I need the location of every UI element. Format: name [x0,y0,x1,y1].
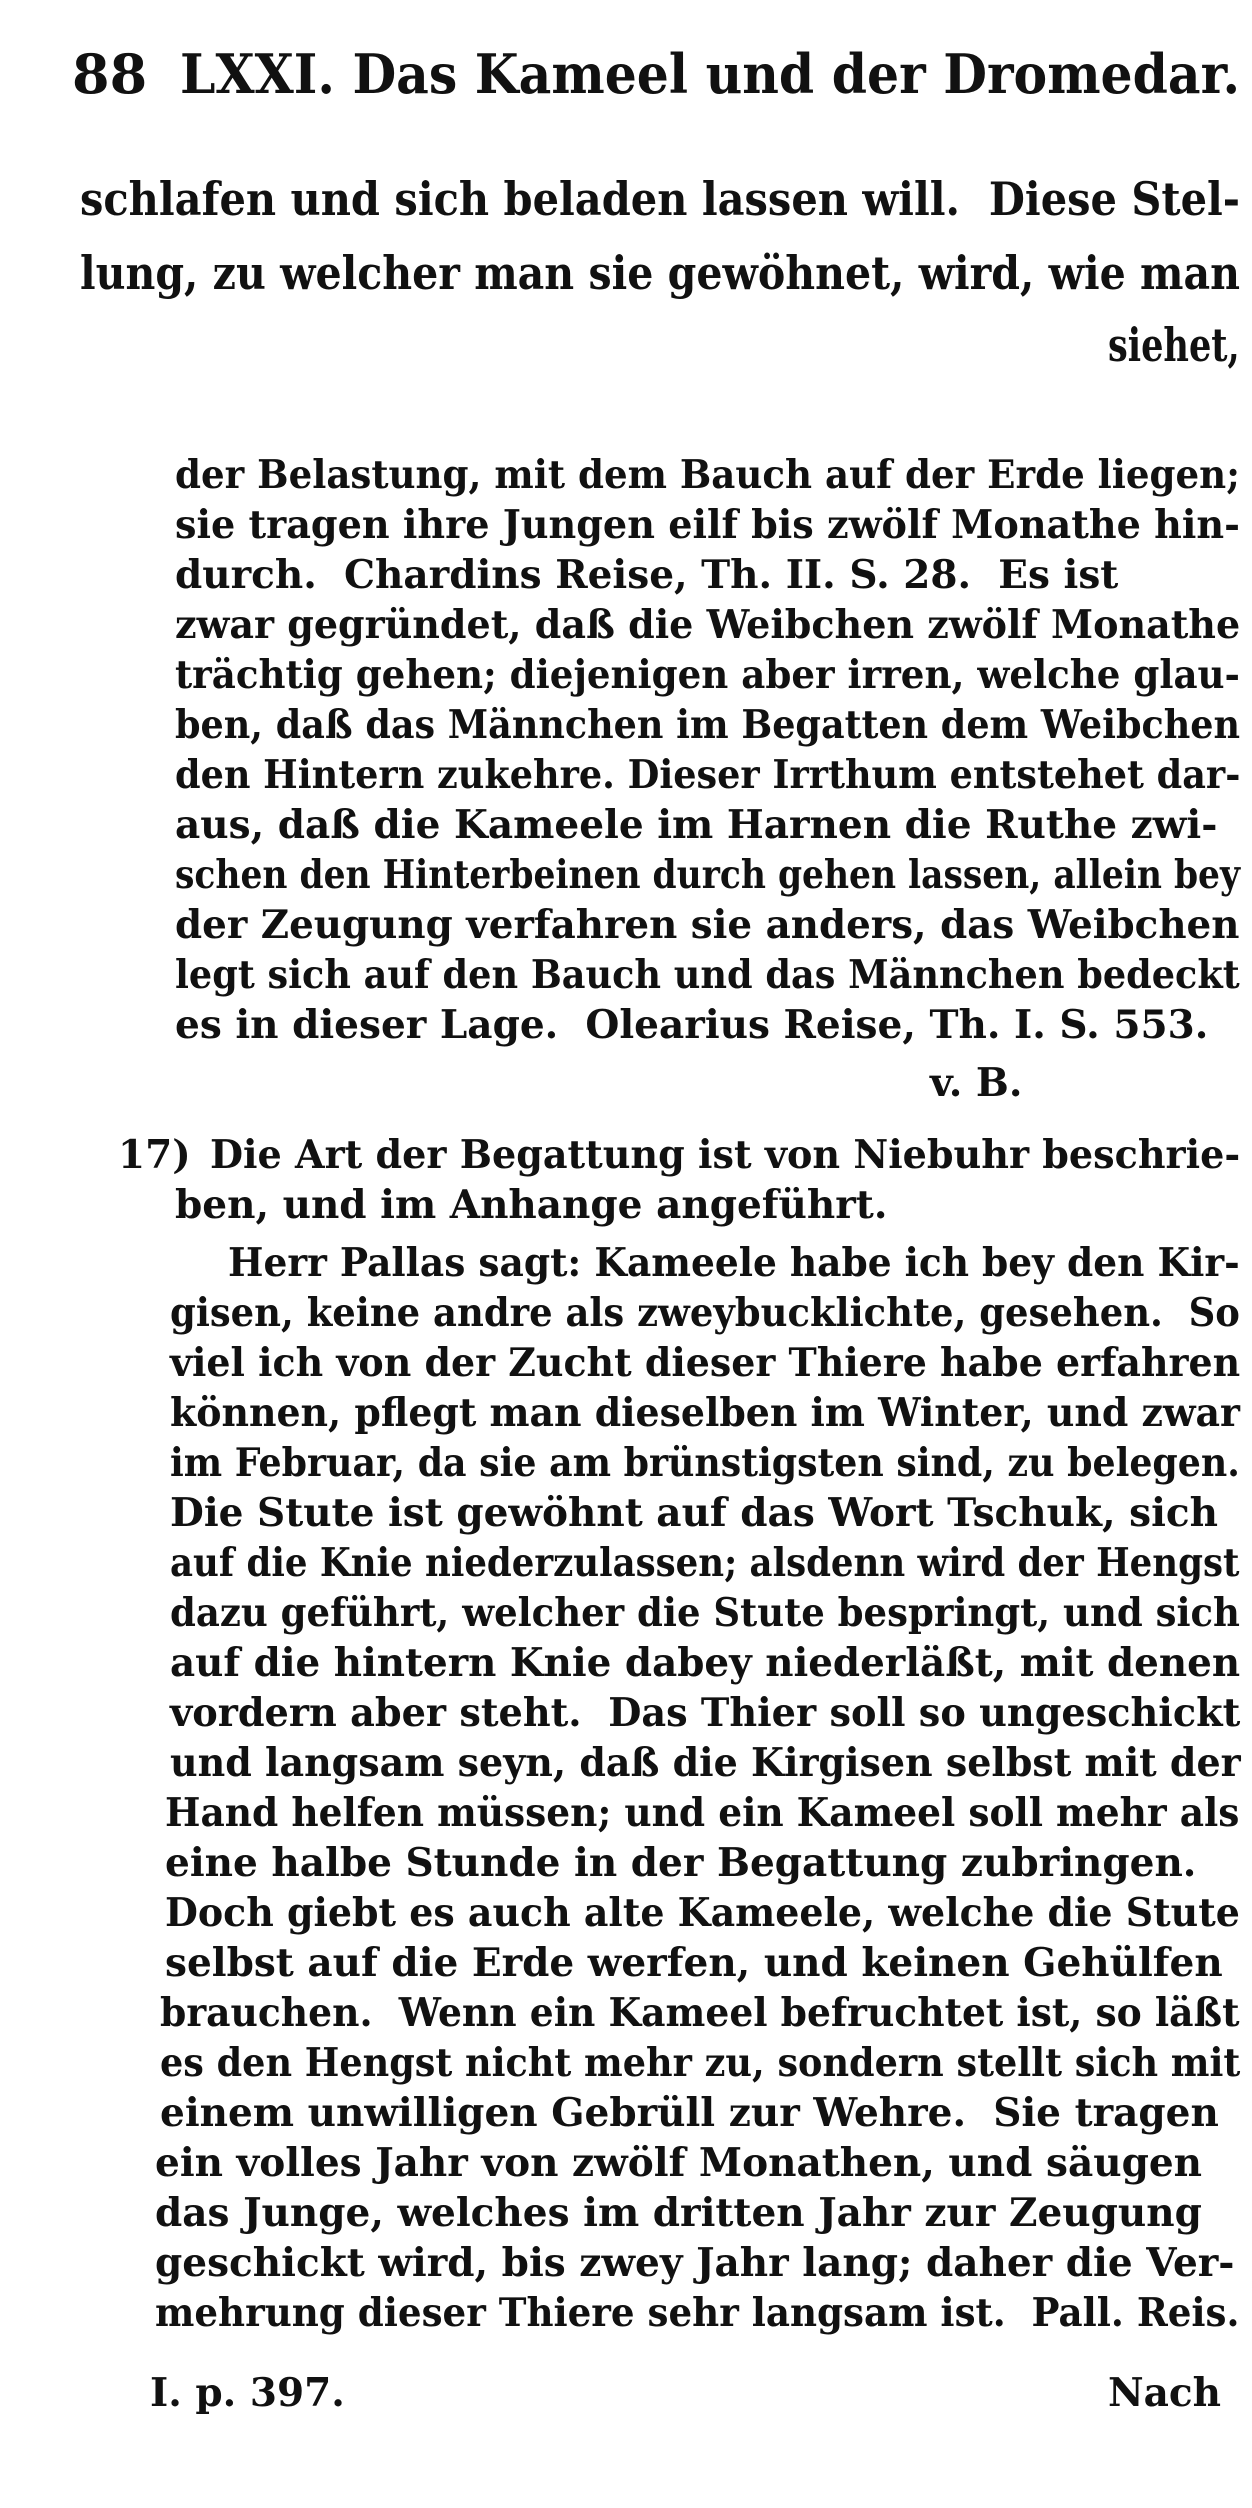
footnote-line: gisen, keine andre als zweybucklichte, gesehen. So [170,1290,1240,1336]
page-number: 88 [72,42,148,106]
footnote-line: Die Stute ist gewöhnt auf das Wort Tschuk, sich [170,1490,1219,1536]
footnote-line: Die Art der Begattung ist von Niebuhr beschrie- [210,1132,1241,1178]
footnote-line: zwar gegründet, daß die Weibchen zwölf Monathe [175,602,1241,648]
footnote-line: viel ich von der Zucht dieser Thiere habe erfahren [170,1340,1241,1386]
footnote-line: Hand helfen müssen; und ein Kameel soll mehr als [165,1790,1240,1836]
main-text-line: schlafen und sich beladen lassen will. Diese Stel- [80,172,1241,226]
footnote-line: schen den Hinterbeinen durch gehen lassen, allein bey [175,852,1241,898]
footnote-line: der Zeugung verfahren sie anders, das Weibchen [175,902,1240,948]
footnote-line: ein volles Jahr von zwölf Monathen, und säugen [155,2140,1203,2186]
footnote-line: sie tragen ihre Jungen eilf bis zwölf Monathe hin- [175,502,1240,548]
footnote-line: geschickt wird, bis zwey Jahr lang; daher die Ver- [155,2240,1235,2286]
main-text-catchword: siehet, [1108,318,1240,372]
footnote-line: mehrung dieser Thiere sehr langsam ist. Pall. Reis. [155,2290,1240,2336]
footnote-line: einem unwilligen Gebrüll zur Wehre. Sie tragen [160,2090,1219,2136]
footnote-line: legt sich auf den Bauch und das Männchen bedeckt [175,952,1240,998]
footer-reference: I. p. 397. [150,2370,345,2416]
footnote-line: ben, und im Anhange angeführt. [175,1182,888,1228]
footnote-line: können, pflegt man dieselben im Winter, und zwar [170,1390,1240,1436]
footnote-line: ben, daß das Männchen im Begatten dem Weibchen [175,702,1241,748]
footnote-line: der Belastung, mit dem Bauch auf der Erde liegen; [175,452,1240,498]
footnote-line: das Junge, welches im dritten Jahr zur Zeugung [155,2190,1202,2236]
footnote-line: Doch giebt es auch alte Kameele, welche die Stute [165,1890,1240,1936]
footer-catchword: Nach [1108,2370,1222,2416]
footnote-line: aus, daß die Kameele im Harnen die Ruthe zwi- [175,802,1218,848]
footnote-line: Herr Pallas sagt: Kameele habe ich bey den Kir- [228,1240,1240,1286]
footnote-line: eine halbe Stunde in der Begattung zubringen. [165,1840,1197,1886]
footnote-line: dazu geführt, welcher die Stute bespringt, und sich [170,1590,1240,1636]
footnote-line: brauchen. Wenn ein Kameel befruchtet ist, so läßt [160,1990,1240,2036]
footnote-line: den Hintern zukehre. Dieser Irrthum entstehet dar- [175,752,1241,798]
footnote-line: vordern aber steht. Das Thier soll so ungeschickt [170,1690,1241,1736]
footnote-line: selbst auf die Erde werfen, und keinen Gehülfen [165,1940,1223,1986]
footnote-marker: 17) [118,1132,191,1178]
footnote-line: durch. Chardins Reise, Th. II. S. 28. Es ist [175,552,1119,598]
footnote-line: im Februar, da sie am brünstigsten sind, zu belegen. [170,1440,1240,1486]
main-text-line: lung, zu welcher man sie gewöhnet, wird, wie man [80,246,1240,300]
chapter-title: LXXI. Das Kameel und der Dromedar. [180,42,1241,106]
footnote-line: auf die hintern Knie dabey niederläßt, mit denen [170,1640,1241,1686]
footnote-signature: v. B. [930,1060,1023,1106]
footnote-line: auf die Knie niederzulassen; alsdenn wird der Hengst [170,1540,1240,1586]
footnote-line: trächtig gehen; diejenigen aber irren, welche glau- [175,652,1240,698]
footnote-line: es den Hengst nicht mehr zu, sondern stellt sich mit [160,2040,1241,2086]
footnote-line: und langsam seyn, daß die Kirgisen selbst mit der [170,1740,1241,1786]
footnote-line: es in dieser Lage. Olearius Reise, Th. I. S. 553. [175,1002,1209,1048]
